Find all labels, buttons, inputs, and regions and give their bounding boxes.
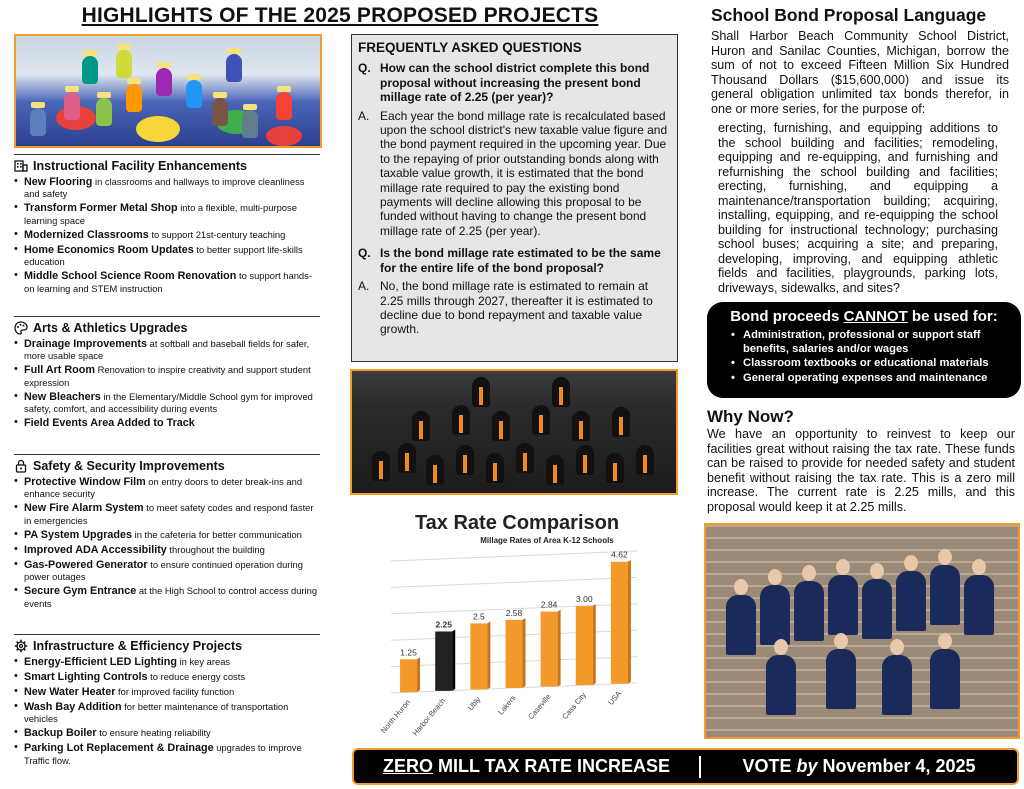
chart-bar — [576, 606, 593, 685]
faq-answer: A. No, the bond millage rate is estimated to remain at 2.25 mills through 2027, thereafter it is estimated to decline due to bond repayment and taxable value growth. — [358, 279, 653, 337]
chart-gridline — [391, 577, 637, 587]
cannot-use-box — [707, 302, 1021, 398]
chart-bar — [506, 620, 523, 688]
building-icon — [14, 159, 28, 173]
ffa-students-photo — [704, 523, 1020, 739]
list-item: • Secure Gym Entrance at the High School to control access during events — [14, 585, 320, 609]
list-item: • Backup Boiler to ensure heating reliability — [14, 727, 320, 739]
chart-bar — [400, 659, 417, 692]
chart-data-label: 4.62 — [611, 549, 628, 560]
chart-tick-label: Caseville — [526, 692, 553, 722]
chart-data-label: 3.00 — [576, 593, 593, 604]
list-item: • Modernized Classrooms to support 21st-century teaching — [14, 229, 320, 241]
chart-data-label: 1.25 — [400, 647, 417, 658]
chart-data-label: 2.5 — [472, 611, 485, 622]
palette-icon — [14, 321, 28, 335]
faq-question: Q. Is the bond millage rate estimated to be the same for the entire life of the bond proposal? — [358, 246, 661, 275]
faq-question: Q. How can the school district complete this bond proposal without increasing the present bond millage rate of 2.25 (per year)? — [358, 61, 650, 104]
chart-data-label: 2.84 — [540, 599, 558, 610]
why-now-text: We have an opportunity to reinvest to keep our facilities great without raising the tax rate. These funds can be raised to provide for needed safety and student benefit without raising the tax rate. This is a zero mill increase. The current rate is 2.25 mills, and this proposal would keep it at 2.25 mills. — [707, 427, 1015, 514]
faq-answer: A. Each year the bond millage rate is recalculated based upon the school district's new taxable value figure and the bond payment required in the upcoming year. Due to the repaying of prior outstanding bonds along with taxable value growth, it is estimated that the bond millage rate required to pay the existing bond payments will decline allowing this proposal to be funded without having to change the present bond millage rate of 2.25 (per year). — [358, 108, 668, 238]
chart-bar-side — [593, 604, 596, 685]
section-safety-security — [14, 454, 320, 612]
chart-tick-label: USA — [606, 689, 623, 707]
chart-bar-side — [628, 560, 631, 684]
list-item: • Wash Bay Addition for better maintenance of transportation vehicles — [14, 701, 320, 725]
zero-mill-text: ZERO MILL TAX RATE INCREASE — [382, 756, 671, 776]
list-item: • Home Economics Room Updates to better support life-skills education — [14, 244, 320, 268]
chart-tick-label: Cass City — [560, 690, 588, 722]
chart-bar — [541, 612, 558, 687]
section-title: Infrastructure & Efficiency Projects — [33, 639, 243, 653]
chart-bar — [435, 631, 452, 690]
chart-bar — [470, 623, 487, 689]
list-item: • Full Art Room Renovation to inspire creativity and support student expression — [14, 364, 320, 388]
list-item: • Drainage Improvements at softball and baseball fields for safer, more usable space — [14, 338, 320, 362]
list-item: • Field Events Area Added to Track — [14, 417, 320, 429]
proposal-language-title: School Bond Proposal Language — [711, 5, 987, 25]
section-infrastructure — [14, 634, 320, 769]
graduates-photo — [350, 369, 678, 495]
list-item: • General operating expenses and maintenance — [717, 372, 1011, 386]
faq-title: FREQUENTLY ASKED QUESTIONS — [358, 40, 582, 55]
chart-tick-label: North Huron — [378, 697, 413, 735]
list-item: • Smart Lighting Controls to reduce energy costs — [14, 671, 320, 683]
lock-icon — [14, 459, 28, 473]
chart-tick-label: Lakers — [496, 693, 518, 717]
chart-bar-side — [417, 657, 420, 692]
cannot-title: Bond proceeds CANNOT be used for: — [730, 308, 998, 325]
why-now-title: Why Now? — [707, 407, 794, 426]
faq-box — [351, 34, 678, 362]
chart-bar — [611, 562, 628, 684]
list-item: • New Fire Alarm System to meet safety codes and respond faster in emergencies — [14, 502, 320, 526]
vote-banner — [352, 748, 1019, 785]
tax-rate-chart — [361, 505, 667, 745]
list-item: • New Bleachers in the Elementary/Middle School gym for improved safety, comfort, and accessibility during events — [14, 391, 320, 415]
section-title: Instructional Facility Enhancements — [33, 159, 247, 173]
vote-date-text: VOTE by November 4, 2025 — [742, 756, 976, 776]
chart-bar-side — [558, 610, 561, 687]
list-item: • Energy-Efficient LED Lighting in key areas — [14, 656, 320, 668]
chart-bar-side — [523, 618, 526, 688]
chart-tick-label: Harbor Beach — [410, 696, 448, 738]
list-item: • Classroom textbooks or educational materials — [717, 357, 1011, 371]
list-item: • New Water Heater for improved facility function — [14, 686, 320, 698]
page-title: HIGHLIGHTS OF THE 2025 PROPOSED PROJECTS — [81, 4, 599, 27]
proposal-language-intro: Shall Harbor Beach Community School District, Huron and Sanilac Counties, Michigan, borrow the sum of not to exceed Fifteen Million Six Hundred Thousand Dollars ($15,600,000) and issue its general obligation unlimited tax bonds therefor, in one or more series, for the purpose of: — [711, 29, 1009, 116]
proposal-language-purpose: erecting, furnishing, and equipping additions to the school building and facilities; remodeling, equipping and re-equipping, and furnishing and refurnishing the school building and facilities; erecting, furnishing, and equipping a maintenance/transportation building; acquiring, installing, equipping, and re-equipping the school building for instructional technology; purchasing school buses; acquiring a site; and preparing, developing, improving, and equipping athletic fields and facilities, playgrounds, parking lots, driveways, sidewalks, and sites? — [718, 121, 998, 295]
list-item: • Parking Lot Replacement & Drainage upgrades to improve Traffic flow. — [14, 742, 320, 766]
chart-data-label: 2.58 — [505, 607, 523, 618]
chart-bar-side — [487, 621, 490, 689]
chart-bar-side — [452, 629, 455, 690]
list-item: • PA System Upgrades in the cafeteria for better communication — [14, 529, 320, 541]
chart-title: Tax Rate Comparison — [414, 512, 620, 534]
section-instructional — [14, 154, 320, 297]
list-item: • Middle School Science Room Renovation to support hands-on learning and STEM instruction — [14, 270, 320, 294]
list-item: • Transform Former Metal Shop into a flexible, multi-purpose learning space — [14, 202, 320, 226]
list-item: • Protective Window Film on entry doors to deter break-ins and enhance security — [14, 476, 320, 500]
kindergarten-class-photo — [14, 34, 322, 148]
list-item: • New Flooring in classrooms and hallways to improve cleanliness and safety — [14, 176, 320, 200]
list-item: • Gas-Powered Generator to ensure continued operation during power outages — [14, 559, 320, 583]
section-title: Arts & Athletics Upgrades — [33, 321, 188, 335]
gear-icon — [14, 639, 28, 653]
section-arts-athletics — [14, 316, 320, 432]
list-item: • Improved ADA Accessibility throughout the building — [14, 544, 320, 556]
chart-subtitle: Millage Rates of Area K-12 Schools — [480, 536, 614, 545]
list-item: • Administration, professional or support staff benefits, salaries and/or wages — [717, 329, 1011, 356]
section-title: Safety & Security Improvements — [33, 459, 225, 473]
chart-data-label: 2.25 — [435, 619, 452, 630]
chart-tick-label: Ubly — [465, 694, 483, 713]
chart-gridline — [391, 551, 637, 561]
